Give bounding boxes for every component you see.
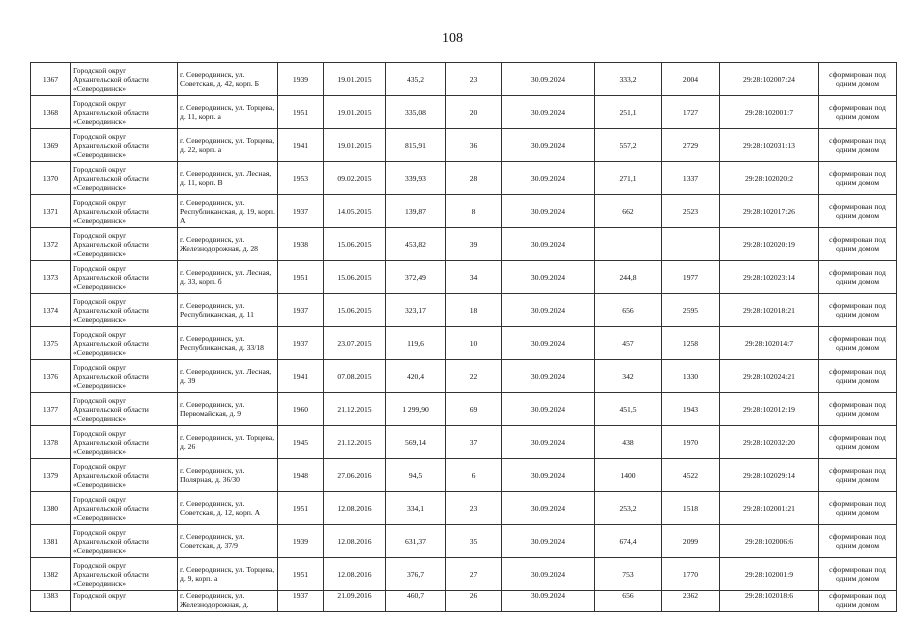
value-cell: 2362 (662, 591, 720, 612)
status-cell: сформирован под одним домом (819, 525, 897, 558)
row-number: 1379 (31, 459, 71, 492)
date-cell: 19.01.2015 (324, 96, 386, 129)
owner-cell: Городской округ Архангельской области «Северодвинск» (71, 294, 178, 327)
land-area-cell: 656 (595, 591, 662, 612)
date-cell: 07.08.2015 (324, 360, 386, 393)
value-cell: 1943 (662, 393, 720, 426)
table-row (31, 492, 897, 525)
area-cell: 339,93 (386, 162, 446, 195)
address-cell: г. Северодвинск, ул. Советская, д. 12, корп. А (178, 492, 278, 525)
address-cell: г. Северодвинск, ул. Полярная, д. 36/30 (178, 459, 278, 492)
cadastral-number-cell: 29:28:102001:7 (720, 96, 819, 129)
year-cell: 1939 (278, 63, 324, 96)
cadastral-number-cell: 29:28:102020:2 (720, 162, 819, 195)
address-cell: г. Северодвинск, ул. Советская, д. 37/9 (178, 525, 278, 558)
address-cell: г. Северодвинск, ул. Торцева, д. 22, корп. а (178, 129, 278, 162)
area-cell: 453,82 (386, 228, 446, 261)
table-row (31, 360, 897, 393)
row-number: 1374 (31, 294, 71, 327)
status-cell: сформирован под одним домом (819, 63, 897, 96)
deadline-cell: 30.09.2024 (502, 261, 595, 294)
residents-cell: 23 (446, 492, 502, 525)
page-number: 108 (442, 31, 463, 46)
area-cell: 323,17 (386, 294, 446, 327)
row-number: 1376 (31, 360, 71, 393)
residents-cell: 23 (446, 63, 502, 96)
deadline-cell: 30.09.2024 (502, 558, 595, 591)
owner-cell: Городской округ Архангельской области «Северодвинск» (71, 261, 178, 294)
area-cell: 94,5 (386, 459, 446, 492)
value-cell: 2595 (662, 294, 720, 327)
area-cell: 139,87 (386, 195, 446, 228)
table-row (31, 426, 897, 459)
value-cell: 1970 (662, 426, 720, 459)
owner-cell: Городской округ Архангельской области «Северодвинск» (71, 426, 178, 459)
cadastral-number-cell: 29:28:102032:20 (720, 426, 819, 459)
cadastral-number-cell: 29:28:102014:7 (720, 327, 819, 360)
owner-cell: Городской округ Архангельской области «Северодвинск» (71, 228, 178, 261)
table-row (31, 525, 897, 558)
residents-cell: 28 (446, 162, 502, 195)
address-cell: г. Северодвинск, ул. Торцева, д. 26 (178, 426, 278, 459)
row-number: 1370 (31, 162, 71, 195)
deadline-cell: 30.09.2024 (502, 294, 595, 327)
value-cell: 1258 (662, 327, 720, 360)
row-number: 1371 (31, 195, 71, 228)
date-cell: 27.06.2016 (324, 459, 386, 492)
registry-table-body (31, 63, 897, 612)
cadastral-number-cell: 29:28:102020:19 (720, 228, 819, 261)
area-cell: 372,49 (386, 261, 446, 294)
date-cell: 19.01.2015 (324, 129, 386, 162)
land-area-cell: 333,2 (595, 63, 662, 96)
year-cell: 1941 (278, 360, 324, 393)
land-area-cell: 656 (595, 294, 662, 327)
value-cell: 2099 (662, 525, 720, 558)
status-cell: сформирован под одним домом (819, 294, 897, 327)
date-cell: 21.12.2015 (324, 393, 386, 426)
value-cell: 1337 (662, 162, 720, 195)
status-cell: сформирован под одним домом (819, 96, 897, 129)
address-cell: г. Северодвинск, ул. Лесная, д. 33, корп. б (178, 261, 278, 294)
date-cell: 23.07.2015 (324, 327, 386, 360)
row-number: 1372 (31, 228, 71, 261)
cadastral-number-cell: 29:28:102001:21 (720, 492, 819, 525)
status-cell: сформирован под одним домом (819, 558, 897, 591)
owner-cell: Городской округ Архангельской области «Северодвинск» (71, 525, 178, 558)
year-cell: 1953 (278, 162, 324, 195)
owner-cell: Городской округ Архангельской области «Северодвинск» (71, 327, 178, 360)
deadline-cell: 30.09.2024 (502, 129, 595, 162)
date-cell: 15.06.2015 (324, 261, 386, 294)
address-cell: г. Северодвинск, ул. Республиканская, д. 33/18 (178, 327, 278, 360)
year-cell: 1937 (278, 294, 324, 327)
table-row (31, 393, 897, 426)
row-number: 1382 (31, 558, 71, 591)
address-cell: г. Северодвинск, ул. Республиканская, д. 11 (178, 294, 278, 327)
date-cell: 19.01.2015 (324, 63, 386, 96)
land-area-cell: 662 (595, 195, 662, 228)
owner-cell: Городской округ Архангельской области «Северодвинск» (71, 129, 178, 162)
cadastral-number-cell: 29:28:102007:24 (720, 63, 819, 96)
land-area-cell: 244,8 (595, 261, 662, 294)
deadline-cell: 30.09.2024 (502, 591, 595, 612)
row-number: 1369 (31, 129, 71, 162)
deadline-cell: 30.09.2024 (502, 525, 595, 558)
cadastral-number-cell: 29:28:102018:6 (720, 591, 819, 612)
owner-cell: Городской округ Архангельской области «Северодвинск» (71, 195, 178, 228)
table-row (31, 294, 897, 327)
area-cell: 1 299,90 (386, 393, 446, 426)
date-cell: 15.06.2015 (324, 294, 386, 327)
table-row (31, 63, 897, 96)
area-cell: 334,1 (386, 492, 446, 525)
year-cell: 1937 (278, 591, 324, 612)
status-cell: сформирован под одним домом (819, 393, 897, 426)
area-cell: 569,14 (386, 426, 446, 459)
date-cell: 12.08.2016 (324, 492, 386, 525)
date-cell: 15.06.2015 (324, 228, 386, 261)
cadastral-number-cell: 29:28:102023:14 (720, 261, 819, 294)
residents-cell: 20 (446, 96, 502, 129)
registry-table (30, 62, 897, 612)
residents-cell: 39 (446, 228, 502, 261)
land-area-cell: 674,4 (595, 525, 662, 558)
year-cell: 1939 (278, 525, 324, 558)
residents-cell: 36 (446, 129, 502, 162)
land-area-cell: 271,1 (595, 162, 662, 195)
owner-cell: Городской округ Архангельской области «Северодвинск» (71, 558, 178, 591)
residents-cell: 26 (446, 591, 502, 612)
year-cell: 1951 (278, 96, 324, 129)
land-area-cell: 342 (595, 360, 662, 393)
year-cell: 1960 (278, 393, 324, 426)
value-cell: 2729 (662, 129, 720, 162)
address-cell: г. Северодвинск, ул. Республиканская, д. 19, корп. А (178, 195, 278, 228)
residents-cell: 8 (446, 195, 502, 228)
land-area-cell: 557,2 (595, 129, 662, 162)
row-number: 1368 (31, 96, 71, 129)
year-cell: 1951 (278, 261, 324, 294)
table-row (31, 162, 897, 195)
address-cell: г. Северодвинск, ул. Торцева, д. 9, корп. а (178, 558, 278, 591)
table-row (31, 459, 897, 492)
status-cell: сформирован под одним домом (819, 261, 897, 294)
deadline-cell: 30.09.2024 (502, 228, 595, 261)
year-cell: 1948 (278, 459, 324, 492)
table-row (31, 129, 897, 162)
land-area-cell (595, 228, 662, 261)
residents-cell: 10 (446, 327, 502, 360)
owner-cell: Городской округ (71, 591, 178, 612)
date-cell: 21.09.2016 (324, 591, 386, 612)
year-cell: 1951 (278, 492, 324, 525)
table-row (31, 228, 897, 261)
cadastral-number-cell: 29:28:102029:14 (720, 459, 819, 492)
status-cell: сформирован под одним домом (819, 327, 897, 360)
table-row (31, 195, 897, 228)
area-cell: 460,7 (386, 591, 446, 612)
deadline-cell: 30.09.2024 (502, 459, 595, 492)
value-cell: 1977 (662, 261, 720, 294)
residents-cell: 69 (446, 393, 502, 426)
value-cell: 1330 (662, 360, 720, 393)
address-cell: г. Северодвинск, ул. Торцева, д. 11, корп. а (178, 96, 278, 129)
area-cell: 420,4 (386, 360, 446, 393)
deadline-cell: 30.09.2024 (502, 426, 595, 459)
year-cell: 1937 (278, 195, 324, 228)
residents-cell: 27 (446, 558, 502, 591)
date-cell: 12.08.2016 (324, 525, 386, 558)
status-cell: сформирован под одним домом (819, 228, 897, 261)
address-cell: г. Северодвинск, ул. Лесная, д. 11, корп. В (178, 162, 278, 195)
address-cell: г. Северодвинск, ул. Советская, д. 42, корп. Б (178, 63, 278, 96)
address-cell: г. Северодвинск, ул. Лесная, д. 39 (178, 360, 278, 393)
cadastral-number-cell: 29:28:102017:26 (720, 195, 819, 228)
year-cell: 1945 (278, 426, 324, 459)
table-row (31, 558, 897, 591)
address-cell: г. Северодвинск, ул. Железнодорожная, д. (178, 591, 278, 612)
year-cell: 1951 (278, 558, 324, 591)
residents-cell: 34 (446, 261, 502, 294)
deadline-cell: 30.09.2024 (502, 492, 595, 525)
land-area-cell: 438 (595, 426, 662, 459)
status-cell: сформирован под одним домом (819, 195, 897, 228)
status-cell: сформирован под одним домом (819, 591, 897, 612)
owner-cell: Городской округ Архангельской области «Северодвинск» (71, 492, 178, 525)
status-cell: сформирован под одним домом (819, 459, 897, 492)
table-row (31, 261, 897, 294)
owner-cell: Городской округ Архангельской области «Северодвинск» (71, 63, 178, 96)
area-cell: 435,2 (386, 63, 446, 96)
deadline-cell: 30.09.2024 (502, 63, 595, 96)
year-cell: 1937 (278, 327, 324, 360)
residents-cell: 37 (446, 426, 502, 459)
residents-cell: 35 (446, 525, 502, 558)
row-number: 1381 (31, 525, 71, 558)
land-area-cell: 451,5 (595, 393, 662, 426)
owner-cell: Городской округ Архангельской области «Северодвинск» (71, 96, 178, 129)
deadline-cell: 30.09.2024 (502, 393, 595, 426)
area-cell: 376,7 (386, 558, 446, 591)
area-cell: 335,08 (386, 96, 446, 129)
date-cell: 09.02.2015 (324, 162, 386, 195)
status-cell: сформирован под одним домом (819, 360, 897, 393)
owner-cell: Городской округ Архангельской области «Северодвинск» (71, 162, 178, 195)
deadline-cell: 30.09.2024 (502, 360, 595, 393)
year-cell: 1938 (278, 228, 324, 261)
date-cell: 14.05.2015 (324, 195, 386, 228)
cadastral-number-cell: 29:28:102018:21 (720, 294, 819, 327)
land-area-cell: 253,2 (595, 492, 662, 525)
status-cell: сформирован под одним домом (819, 426, 897, 459)
cadastral-number-cell: 29:28:102024:21 (720, 360, 819, 393)
row-number: 1367 (31, 63, 71, 96)
row-number: 1378 (31, 426, 71, 459)
value-cell: 2523 (662, 195, 720, 228)
land-area-cell: 1400 (595, 459, 662, 492)
deadline-cell: 30.09.2024 (502, 96, 595, 129)
value-cell: 1518 (662, 492, 720, 525)
date-cell: 12.08.2016 (324, 558, 386, 591)
land-area-cell: 457 (595, 327, 662, 360)
address-cell: г. Северодвинск, ул. Первомайская, д. 9 (178, 393, 278, 426)
owner-cell: Городской округ Архангельской области «Северодвинск» (71, 393, 178, 426)
value-cell: 2004 (662, 63, 720, 96)
value-cell: 1770 (662, 558, 720, 591)
table-row (31, 591, 897, 612)
table-row (31, 327, 897, 360)
value-cell: 1727 (662, 96, 720, 129)
residents-cell: 6 (446, 459, 502, 492)
land-area-cell: 251,1 (595, 96, 662, 129)
owner-cell: Городской округ Архангельской области «Северодвинск» (71, 360, 178, 393)
value-cell: 4522 (662, 459, 720, 492)
owner-cell: Городской округ Архангельской области «Северодвинск» (71, 459, 178, 492)
row-number: 1383 (31, 591, 71, 612)
cadastral-number-cell: 29:28:102031:13 (720, 129, 819, 162)
deadline-cell: 30.09.2024 (502, 327, 595, 360)
row-number: 1380 (31, 492, 71, 525)
table-row (31, 96, 897, 129)
cadastral-number-cell: 29:28:102001:9 (720, 558, 819, 591)
status-cell: сформирован под одним домом (819, 492, 897, 525)
row-number: 1373 (31, 261, 71, 294)
row-number: 1377 (31, 393, 71, 426)
cadastral-number-cell: 29:28:102012:19 (720, 393, 819, 426)
date-cell: 21.12.2015 (324, 426, 386, 459)
area-cell: 119,6 (386, 327, 446, 360)
area-cell: 815,91 (386, 129, 446, 162)
status-cell: сформирован под одним домом (819, 129, 897, 162)
row-number: 1375 (31, 327, 71, 360)
year-cell: 1941 (278, 129, 324, 162)
residents-cell: 18 (446, 294, 502, 327)
cadastral-number-cell: 29:28:102006:6 (720, 525, 819, 558)
address-cell: г. Северодвинск, ул. Железнодорожная, д. 28 (178, 228, 278, 261)
deadline-cell: 30.09.2024 (502, 195, 595, 228)
area-cell: 631,37 (386, 525, 446, 558)
residents-cell: 22 (446, 360, 502, 393)
status-cell: сформирован под одним домом (819, 162, 897, 195)
deadline-cell: 30.09.2024 (502, 162, 595, 195)
value-cell (662, 228, 720, 261)
land-area-cell: 753 (595, 558, 662, 591)
